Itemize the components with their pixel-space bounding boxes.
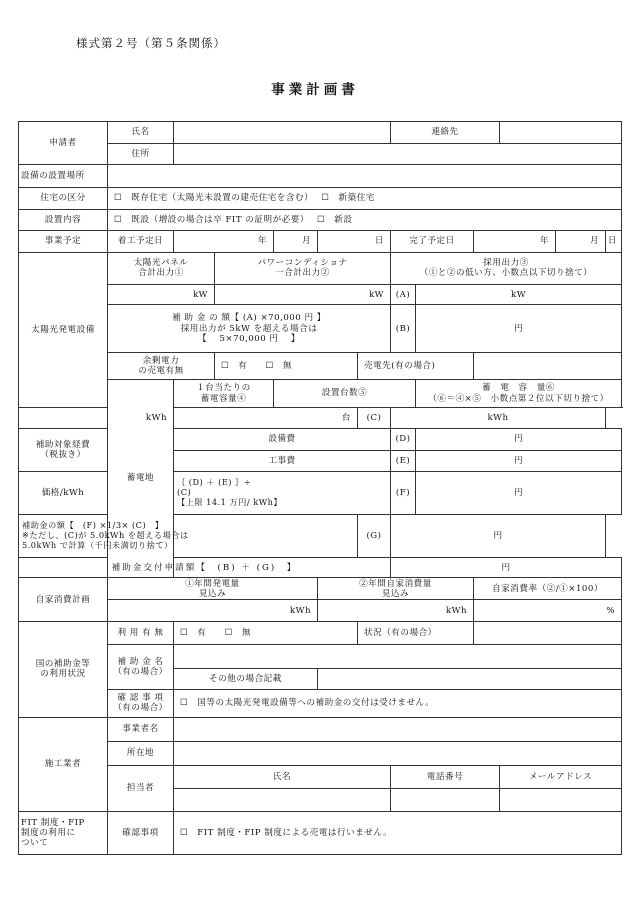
applicant-label: 申請者 [19, 122, 108, 165]
mark-g: (G) [358, 514, 391, 557]
total-request-field[interactable]: 円 [391, 557, 622, 578]
schedule-label: 事業予定 [19, 231, 108, 253]
power-buyer-label: 売電先(有の場合) [358, 352, 474, 379]
fit-label: FIT 制度・FIP 制度の利用に ついて [19, 811, 108, 854]
contractor-phone-header: 電話番号 [391, 766, 500, 789]
applicant-contact-field[interactable] [500, 122, 622, 144]
mark-d: (D) [391, 429, 416, 451]
page-title: 事業計画書 [271, 82, 359, 98]
total-capacity-header: 蓄 電 容 量⑥ （⑥＝④×⑤ 小数点第２位以下切り捨て） [416, 379, 622, 408]
unit-count-header: 設置台数⑤ [274, 379, 416, 408]
contractor-address-field[interactable] [174, 741, 622, 766]
construction-cost-field[interactable]: 円 [416, 450, 622, 472]
contractor-name-field[interactable] [174, 788, 391, 811]
contractor-email-field[interactable] [500, 788, 622, 811]
solar-label: 太陽光発電設備 [19, 252, 108, 408]
panel-output-field[interactable]: kW [108, 284, 215, 305]
total-capacity-field[interactable]: kWh [391, 408, 606, 429]
adopted-output-header: 採用出力③ （①と②の低い方、小数点以下切り捨て） [391, 252, 622, 284]
location-label: 設備の設置場所 [19, 165, 108, 188]
content-options[interactable] [108, 209, 622, 231]
unit-count-field[interactable]: 台 [174, 408, 358, 429]
national-use-label: 利 用 有 無 [108, 622, 174, 645]
pcs-output-header: パワーコンディショナ 一合計出力② [215, 252, 391, 284]
battery-subsidy-field[interactable]: 円 [391, 514, 606, 557]
annual-generation-header: ①年間発電量 見込み [108, 578, 318, 600]
price-per-kwh-label: 価格/kWh [19, 472, 108, 514]
self-consumption-rate-header: 自家消費率（②/①×100） [474, 578, 622, 600]
form-number: 様式第２号（第５条関係） [76, 36, 226, 50]
panel-output-header: 太陽光パネル 合計出力① [108, 252, 215, 284]
pcs-output-field[interactable]: kW [215, 284, 391, 305]
annual-consumption-field[interactable]: kWh [318, 600, 474, 622]
contractor-phone-field[interactable] [391, 788, 500, 811]
surplus-power-label: 余剰電力 の売電有無 [108, 352, 215, 379]
start-year[interactable]: 年 [174, 231, 274, 253]
contractor-address-label: 所在地 [108, 741, 174, 766]
contractor-person-label: 担当者 [108, 766, 174, 811]
content-existing-checkbox[interactable]: ☐ 既設（増設の場合は卒 FIT の証明が必要） [114, 214, 305, 225]
annual-generation-field[interactable]: kWh [108, 600, 318, 622]
national-confirm-checkbox[interactable]: ☐ 国等の太陽光発電設備等への補助金の交付は受けません。 [174, 690, 622, 718]
eligible-cost-label: 補助対象経費 （税抜き） [19, 429, 108, 472]
mark-f: (F) [391, 472, 416, 514]
content-new-checkbox[interactable]: ☐ 新設 [316, 214, 353, 225]
contractor-name-header: 氏名 [174, 766, 391, 789]
end-month[interactable]: 月 [556, 231, 606, 253]
end-day[interactable]: 日 [606, 231, 622, 253]
location-field[interactable] [108, 165, 622, 188]
contractor-company-field[interactable] [174, 717, 622, 741]
applicant-name-field[interactable] [174, 122, 391, 144]
fit-confirm-label: 確認事項 [108, 811, 174, 854]
equipment-cost-label: 設備費 [174, 429, 391, 451]
solar-subsidy-formula: 補 助 金 の 額【 (A) ×70,000 円 】 採用出力が 5kW を超える場合は 【 5×70,000 円 】 [108, 305, 391, 352]
mark-e: (E) [391, 450, 416, 472]
end-date-label: 完了予定日 [391, 231, 474, 253]
housing-existing-checkbox[interactable]: ☐ 既存住宅（太陽光未設置の建売住宅を含む） [114, 193, 309, 204]
housing-new-checkbox[interactable]: ☐ 新築住宅 [321, 193, 375, 204]
mark-c: (C) [358, 408, 391, 429]
start-day[interactable]: 日 [318, 231, 391, 253]
housing-label: 住宅の区分 [19, 187, 108, 209]
self-consumption-rate-field[interactable]: % [474, 600, 622, 622]
national-use-checkboxes[interactable]: ☐ 有 ☐ 無 [174, 622, 358, 645]
construction-cost-label: 工事費 [174, 450, 391, 472]
fit-confirm-checkbox[interactable]: ☐ FIT 制度・FIP 制度による売電は行いません。 [174, 811, 622, 854]
national-subsidy-name-label: 補 助 金 名 （有の場合） [108, 644, 174, 689]
national-confirm-label: 確 認 事 項 （有の場合） [108, 690, 174, 718]
battery-subsidy-formula: 補助金の額【 (F) ×1/3× (C) 】 ※ただし、(C)が 5.0kWh を超える場合は 5.0kWh で計算（千円未満切り捨て） [19, 514, 358, 557]
surplus-power-checkboxes[interactable]: ☐ 有 ☐ 無 [215, 352, 358, 379]
start-date-label: 着工予定日 [108, 231, 174, 253]
annual-consumption-header: ②年間自家消費量 見込み [318, 578, 474, 600]
applicant-contact-label: 連絡先 [391, 122, 500, 144]
battery-label: 蓄電地 [108, 379, 174, 578]
mark-b: (B) [391, 305, 416, 352]
national-other-field[interactable] [318, 669, 622, 690]
contractor-company-label: 事業者名 [108, 717, 174, 741]
unit-capacity-header: １台当たりの 蓄電容量④ [174, 379, 274, 408]
applicant-address-label: 住所 [108, 143, 174, 165]
equipment-cost-field[interactable]: 円 [416, 429, 622, 451]
national-subsidy-name-field[interactable] [174, 644, 622, 669]
applicant-name-label: 氏名 [108, 122, 174, 144]
national-other-label: その他の場合記載 [174, 669, 318, 690]
applicant-address-field[interactable] [174, 143, 622, 165]
content-label: 設置内容 [19, 209, 108, 231]
housing-options[interactable] [108, 187, 622, 209]
start-month[interactable]: 月 [274, 231, 318, 253]
business-plan-table [18, 121, 622, 855]
price-per-kwh-field[interactable]: 円 [416, 472, 622, 514]
contractor-email-header: メールアドレス [500, 766, 622, 789]
national-status-field[interactable] [474, 622, 622, 645]
national-subsidy-label: 国の補助金等 の利用状況 [19, 622, 108, 718]
solar-subsidy-field[interactable]: 円 [416, 305, 622, 352]
total-request-label: 補助金交付申請額【 (B) ＋ (G) 】 [19, 557, 391, 578]
unit-capacity-field[interactable]: kWh [19, 408, 174, 429]
adopted-output-field[interactable]: kW [416, 284, 622, 305]
self-consumption-label: 自家消費計画 [19, 578, 108, 622]
price-formula: ｛ (D) ＋ (E) ｝÷ (C) 【上限 14.1 万円/ kWh】 [174, 472, 391, 514]
contractor-label: 施工業者 [19, 717, 108, 811]
end-year[interactable]: 年 [474, 231, 556, 253]
mark-a: (A) [391, 284, 416, 305]
power-buyer-field[interactable] [474, 352, 622, 379]
national-status-label: 状況（有の場合） [358, 622, 474, 645]
